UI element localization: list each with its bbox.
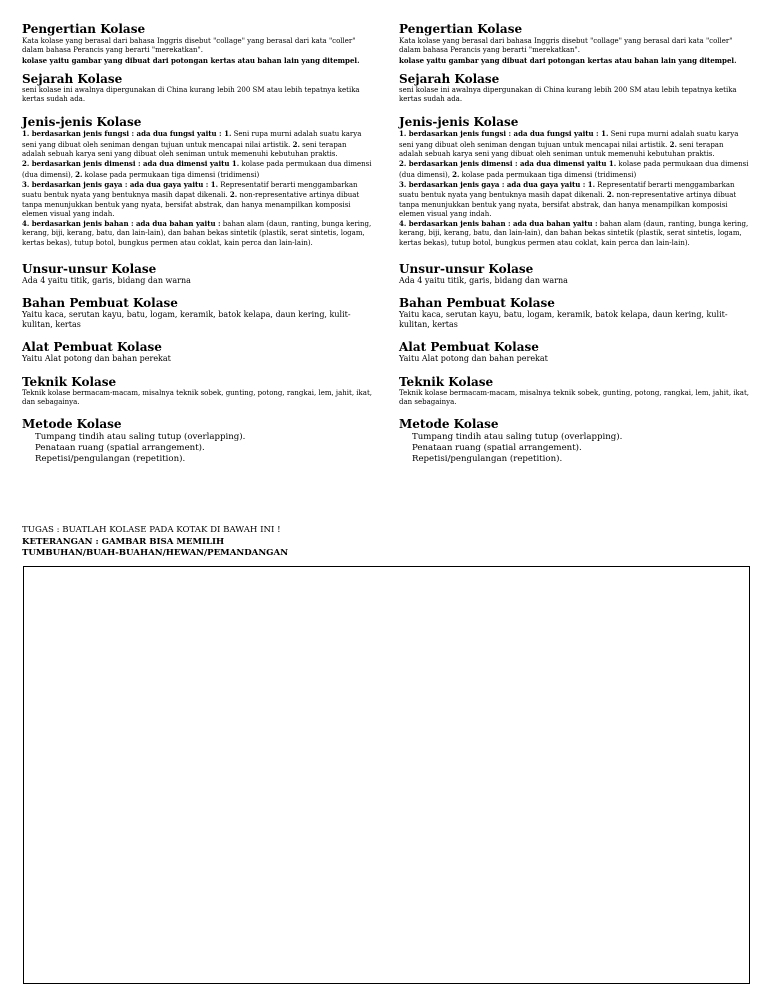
jenis-item-1-num: 2. — [669, 139, 677, 149]
jenis-item-2-num: 2. — [452, 169, 460, 179]
section-metode — [22, 417, 372, 465]
section-bahan — [399, 296, 749, 330]
jenis-item-3-rest: non-representative artinya dibuat tanpa menunjukkan bentuk yang nyata, bersifat abstrak, dan hanya menampilkan komposisi elemen visual yang indah. — [399, 191, 737, 218]
jenis-item-1-lead: 1. berdasarkan jenis fungsi : ada dua fungsi yaitu : 1. — [22, 129, 232, 139]
jenis-item-2-num: 2. — [75, 169, 83, 179]
metode-list — [35, 432, 372, 465]
jenis-item-3-body: Representatif berarti menggambarkan suatu bentuk nyata yang bentuknya masih dapat dikenali. — [399, 180, 735, 200]
jenis-item-4 — [399, 219, 749, 248]
jenis-item-4-lead: 4. berdasarkan jenis bahan : ada dua bahan yaitu : — [22, 219, 221, 229]
section-teknik — [22, 375, 372, 408]
bahan-text: Yaitu kaca, serutan kayu, batu, logam, keramik, batok kelapa, daun kering, kulit-kulitan, kertas — [22, 310, 351, 330]
teknik-text: Teknik kolase bermacam-macam, misalnya teknik sobek, gunting, potong, rangkai, lem, jahit, ikat, dan sebagainya. — [22, 389, 372, 407]
pengertian-text: Kata kolase yang berasal dari bahasa Inggris disebut "collage" yang berasal dari kata "coller" dalam bahasa Perancis yang berarti "merekatkan". — [399, 37, 733, 55]
heading-metode: Metode Kolase — [22, 416, 122, 431]
metode-item: Penataan ruang (spatial arrangement). — [35, 442, 205, 453]
jenis-item-1 — [22, 129, 372, 159]
sejarah-text: seni kolase ini awalnya dipergunakan di China kurang lebih 200 SM atau lebih tepatnya ketika kertas sudah ada. — [399, 85, 737, 104]
jenis-item-1-num: 2. — [292, 139, 300, 149]
jenis-item-3 — [22, 180, 372, 219]
unsur-text: Ada 4 yaitu titik, garis, bidang dan warna — [399, 276, 568, 286]
heading-jenis: Jenis-jenis Kolase — [399, 115, 519, 130]
heading-teknik: Teknik Kolase — [22, 375, 117, 390]
right-column — [399, 22, 749, 465]
jenis-item-3-num: 2. — [229, 190, 238, 200]
heading-jenis: Jenis-jenis Kolase — [22, 115, 142, 130]
jenis-item-2-body: kolase pada permukaan dua dimensi (dua dimensi), — [399, 160, 749, 179]
jenis-item-3-body: Representatif berarti menggambarkan suatu bentuk nyata yang bentuknya masih dapat dikenali. — [22, 180, 358, 200]
section-teknik — [399, 375, 749, 408]
bahan-text: Yaitu kaca, serutan kayu, batu, logam, keramik, batok kelapa, daun kering, kulit-kulitan, kertas — [399, 310, 728, 330]
heading-bahan: Bahan Pembuat Kolase — [399, 296, 555, 311]
task-line: TUGAS : BUATLAH KOLASE PADA KOTAK DI BAWAH INI ! — [22, 525, 281, 535]
jenis-item-2 — [399, 159, 749, 180]
heading-teknik: Teknik Kolase — [399, 375, 494, 390]
task-note: KETERANGAN : GAMBAR BISA MEMILIH — [22, 536, 225, 547]
pengertian-definition: kolase yaitu gambar yang dibuat dari potongan kertas atau bahan lain yang ditempel. — [22, 55, 360, 65]
section-alat — [399, 340, 749, 364]
metode-item: Tumpang tindih atau saling tutup (overlapping). — [412, 431, 623, 442]
jenis-item-1 — [399, 129, 749, 159]
alat-text: Yaitu Alat potong dan bahan perekat — [22, 354, 171, 364]
heading-sejarah: Sejarah Kolase — [399, 71, 500, 86]
jenis-item-2-lead: 2. berdasarkan jenis dimensi : ada dua dimensi yaitu 1. — [399, 159, 617, 169]
jenis-item-4-body: bahan alam (daun, ranting, bunga kering, kerang, biji, kerang, batu, dan lain-lain), dan bahan bekas sintetik (plastik, serat sintetis, logam, kertas bekas), tutup botol, bungkus permen atau coklat, kain perca dan lain-lain). — [399, 220, 749, 247]
section-jenis — [22, 115, 372, 248]
metode-item: Tumpang tindih atau saling tutup (overlapping). — [35, 431, 246, 442]
jenis-item-1-body: Seni rupa murni adalah suatu karya seni yang dibuat oleh seniman dengan tujuan untuk mencapai nilai artistik. — [22, 130, 362, 149]
jenis-item-1-lead: 1. berdasarkan jenis fungsi : ada dua fungsi yaitu : 1. — [399, 129, 609, 139]
jenis-item-4-lead: 4. berdasarkan jenis bahan : ada dua bahan yaitu : — [399, 219, 598, 229]
section-bahan — [22, 296, 372, 330]
jenis-item-2-lead: 2. berdasarkan jenis dimensi : ada dua dimensi yaitu 1. — [22, 159, 240, 169]
heading-sejarah: Sejarah Kolase — [22, 71, 123, 86]
sejarah-text: seni kolase ini awalnya dipergunakan di China kurang lebih 200 SM atau lebih tepatnya ketika kertas sudah ada. — [22, 85, 360, 104]
metode-item: Repetisi/pengulangan (repetition). — [412, 453, 563, 464]
heading-bahan: Bahan Pembuat Kolase — [22, 296, 178, 311]
jenis-item-1-body: Seni rupa murni adalah suatu karya seni yang dibuat oleh seniman dengan tujuan untuk mencapai nilai artistik. — [399, 130, 739, 149]
heading-alat: Alat Pembuat Kolase — [399, 340, 539, 355]
pengertian-definition: kolase yaitu gambar yang dibuat dari potongan kertas atau bahan lain yang ditempel. — [399, 55, 737, 65]
heading-metode: Metode Kolase — [399, 416, 499, 431]
heading-pengertian: Pengertian Kolase — [22, 22, 146, 36]
section-sejarah — [399, 72, 749, 105]
section-pengertian — [22, 22, 372, 65]
alat-text: Yaitu Alat potong dan bahan perekat — [399, 354, 548, 364]
section-unsur — [22, 262, 372, 286]
section-sejarah — [22, 72, 372, 105]
section-metode — [399, 417, 749, 465]
metode-item: Repetisi/pengulangan (repetition). — [35, 453, 186, 464]
section-pengertian — [399, 22, 749, 65]
jenis-item-3-rest: non-representative artinya dibuat tanpa menunjukkan bentuk yang nyata, bersifat abstrak, dan hanya menampilkan komposisi elemen visual yang indah. — [22, 191, 360, 218]
metode-item: Penataan ruang (spatial arrangement). — [412, 442, 582, 453]
jenis-item-4 — [22, 219, 372, 248]
collage-drawing-box — [23, 566, 750, 984]
section-alat — [22, 340, 372, 364]
jenis-item-4-body: bahan alam (daun, ranting, bunga kering, kerang, biji, kerang, batu, dan lain-lain), dan bahan bekas sintetik (plastik, serat sintetis, logam, kertas bekas), tutup botol, bungkus permen atau coklat, kain perca dan lain-lain). — [22, 220, 372, 247]
teknik-text: Teknik kolase bermacam-macam, misalnya teknik sobek, gunting, potong, rangkai, lem, jahit, ikat, dan sebagainya. — [399, 389, 749, 407]
task-instructions — [22, 525, 722, 560]
jenis-item-3-lead: 3. berdasarkan jenis gaya : ada dua gaya yaitu : 1. — [22, 179, 219, 189]
jenis-item-2-body: kolase pada permukaan dua dimensi (dua dimensi), — [22, 160, 372, 179]
heading-alat: Alat Pembuat Kolase — [22, 340, 162, 355]
task-note-options: TUMBUHAN/BUAH-BUAHAN/HEWAN/PEMANDANGAN — [22, 548, 289, 558]
heading-unsur: Unsur-unsur Kolase — [22, 262, 157, 277]
left-column — [22, 22, 372, 465]
jenis-item-2 — [22, 159, 372, 180]
heading-pengertian: Pengertian Kolase — [399, 22, 523, 36]
jenis-item-2-rest: kolase pada permukaan tiga dimensi (tridimensi) — [459, 170, 637, 179]
jenis-item-2-rest: kolase pada permukaan tiga dimensi (tridimensi) — [82, 170, 260, 179]
pengertian-text: Kata kolase yang berasal dari bahasa Inggris disebut "collage" yang berasal dari kata "coller" dalam bahasa Perancis yang berarti "merekatkan". — [22, 37, 356, 55]
jenis-item-1-rest: seni terapan adalah sebuah karya seni yang dibuat oleh seniman untuk memenuhi kebutuhan praktis. — [22, 140, 347, 159]
jenis-item-3-num: 2. — [606, 190, 615, 200]
unsur-text: Ada 4 yaitu titik, garis, bidang dan warna — [22, 276, 191, 286]
section-jenis — [399, 115, 749, 248]
jenis-item-1-rest: seni terapan adalah sebuah karya seni yang dibuat oleh seniman untuk memenuhi kebutuhan praktis. — [399, 140, 724, 159]
section-unsur — [399, 262, 749, 286]
jenis-item-3 — [399, 180, 749, 219]
metode-list — [412, 432, 749, 465]
jenis-item-3-lead: 3. berdasarkan jenis gaya : ada dua gaya yaitu : 1. — [399, 179, 596, 189]
heading-unsur: Unsur-unsur Kolase — [399, 262, 534, 277]
